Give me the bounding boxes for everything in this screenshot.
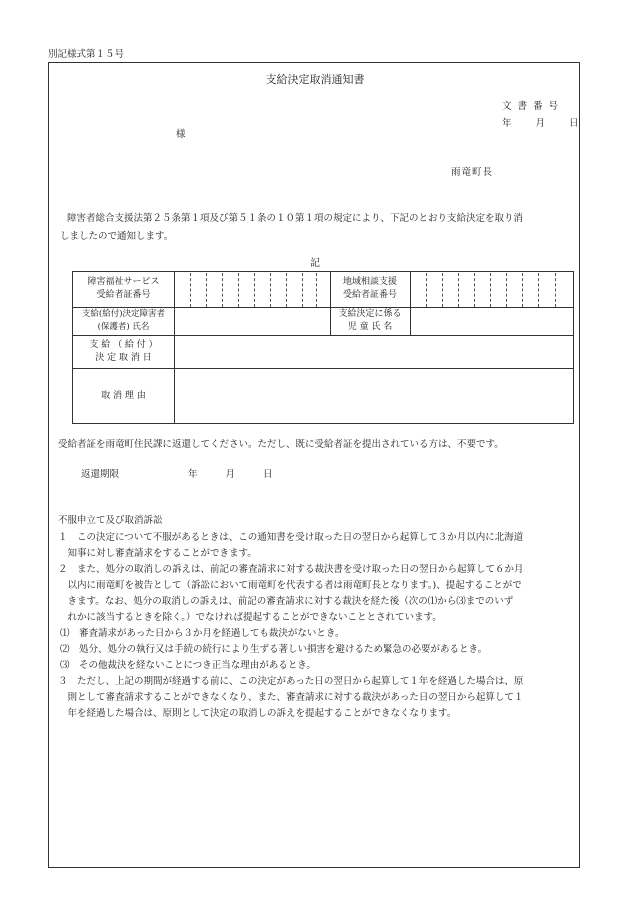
label-line: 決 定 取 消 日 <box>95 353 152 363</box>
digit-divider <box>222 273 223 307</box>
appeal-line: １ この決定について不服があるときは、この通知書を受け取った日の翌日から起算して３か月以内に北海道 <box>58 532 524 543</box>
digit-divider <box>316 273 317 307</box>
digit-divider <box>522 273 523 307</box>
reason-label: 取 消 理 由 <box>101 391 146 401</box>
day-label: 日 <box>569 118 579 129</box>
label-line: (保護者) 氏名 <box>97 322 150 332</box>
digit-divider <box>458 273 459 307</box>
appeal-heading: 不服申立て及び取消訴訟 <box>58 515 163 526</box>
appeal-line: きます。なお、処分の取消しの訴えは、前記の審査請求に対する裁決を経た後（次の⑴から⑶までのいず <box>58 596 514 607</box>
digit-divider <box>490 273 491 307</box>
digit-divider <box>238 273 239 307</box>
col-rule <box>410 272 411 336</box>
body-text <box>60 210 580 246</box>
record-table <box>72 271 574 424</box>
digit-divider <box>302 273 303 307</box>
deadline-day: 日 <box>263 469 273 480</box>
appeal-line: 年を経過した場合は、原則として決定の取消しの訴えを提起することができなくなります。 <box>58 708 457 719</box>
appeal-line: ⑴ 審査請求があった日から３か月を経過しても裁決がないとき。 <box>60 628 345 639</box>
label-line: 支給決定に係る <box>338 309 402 319</box>
appeal-line: ⑶ その他裁決を経ないことにつき正当な理由があるとき。 <box>60 660 316 671</box>
digit-divider <box>190 273 191 307</box>
appeal-line: 則として審査請求することができなくなり、また、審査請求に対する裁決があった日の翌日から起算して１ <box>58 692 524 703</box>
label-line: 受給者証番号 <box>96 290 151 300</box>
deadline-date <box>188 470 273 480</box>
appeal-line: れかに該当するときを除く。）でなければ提起することができないこととされています。 <box>58 612 442 623</box>
issuer-name: 雨竜町長 <box>451 167 494 178</box>
label-line: 受給者証番号 <box>342 290 397 300</box>
ki-marker: 記 <box>310 258 320 269</box>
service-cert-label <box>73 276 174 302</box>
child-label <box>330 308 410 334</box>
row-rule <box>73 368 573 369</box>
appeal-line: ２ また、処分の取消しの訴えは、前記の審査請求に対する裁決書を受け取った日の翌日から起算して６か月 <box>58 564 524 575</box>
form-number: 別記様式第１５号 <box>48 49 125 60</box>
deadline-month: 月 <box>225 469 236 480</box>
return-notice: 受給者証を雨竜町住民課に返還してください。ただし、既に受給者証を提出されている方は、不要です。 <box>58 439 504 450</box>
label-line: 児 童 氏 名 <box>347 322 393 332</box>
digit-divider <box>474 273 475 307</box>
guardian-label <box>73 308 174 334</box>
document-title: 支給決定取消通知書 <box>265 73 365 86</box>
digit-divider <box>426 273 427 307</box>
digit-divider <box>555 273 556 307</box>
deadline-year: 年 <box>188 469 198 480</box>
deadline-label: 返還期限 <box>81 469 120 480</box>
digit-divider <box>270 273 271 307</box>
consult-cert-label <box>330 276 410 302</box>
appeal-line: ３ ただし、上記の期間が経過する前に、この決定があった日の翌日から起算して１年を経過した場合は、原 <box>58 676 524 687</box>
col-rule <box>174 272 175 423</box>
digit-divider <box>286 273 287 307</box>
doc-number-label: 文書番号 <box>502 101 565 112</box>
digit-divider <box>206 273 207 307</box>
label-line: 支 給 （ 給 付 ） <box>89 340 158 350</box>
label-line: 支給(給付)決定障害者 <box>81 309 166 319</box>
label-line: 障害福祉サービス <box>87 277 160 287</box>
appeal-line: ⑵ 処分、処分の執行又は手続の続行により生ずる著しい損害を避けるため緊急の必要があるとき。 <box>60 644 488 655</box>
appeal-line: 以内に雨竜町を被告として（訴訟において雨竜町を代表する者は雨竜町長となります。)、提起することがで <box>58 580 522 591</box>
label-line: 地域相談支援 <box>342 277 397 287</box>
digit-divider <box>538 273 539 307</box>
document-frame <box>48 62 580 868</box>
body-line: 障害者総合支援法第２５条第１項及び第５１条の１０第１項の規定により、下記のとおり支給決定を取り消 <box>67 213 524 224</box>
digit-divider <box>254 273 255 307</box>
issue-date <box>502 115 579 129</box>
body-line: しましたので通知します。 <box>60 231 174 242</box>
year-label: 年 <box>502 118 512 129</box>
cancel-date-label <box>73 339 174 365</box>
row-rule <box>73 335 573 336</box>
digit-divider <box>442 273 443 307</box>
addressee-suffix: 様 <box>176 129 186 140</box>
month-label: 月 <box>535 118 546 129</box>
appeal-line: 知事に対し審査請求をすることができます。 <box>58 548 257 559</box>
digit-divider <box>506 273 507 307</box>
